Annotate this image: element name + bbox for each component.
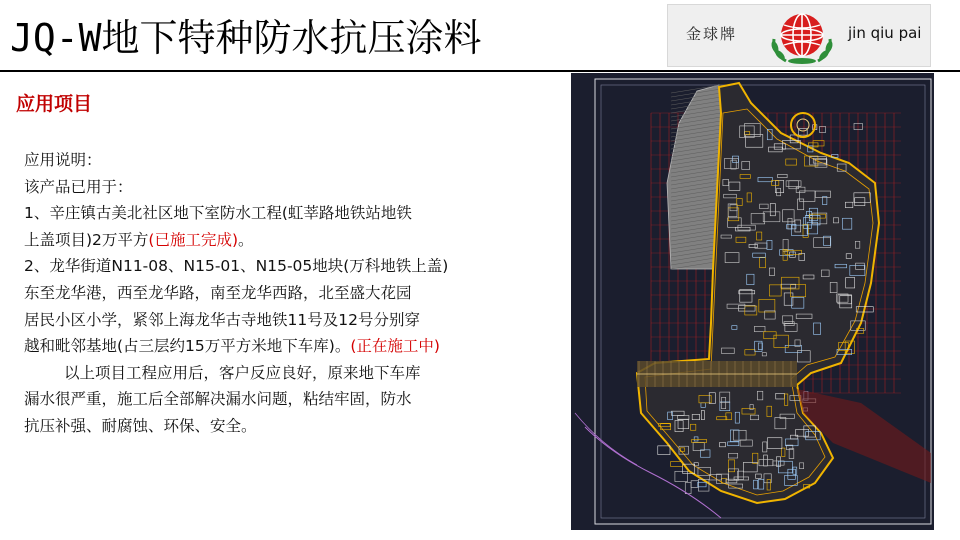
text-line: 1、辛庄镇古美北社区地下室防水工程(虹莘路地铁站地铁 bbox=[24, 204, 412, 223]
text-line: 2、龙华街道N11-08、N15-01、N15-05地块(万科地铁上盖) bbox=[24, 257, 449, 276]
text-line: 东至龙华港，西至龙华路，南至龙华西路，北至盛大花园 bbox=[24, 283, 412, 302]
text-segment: 越和毗邻基地(占三层约15万平方米地下车库)。 bbox=[24, 337, 351, 356]
page-title: JQ-W地下特种防水抗压涂料 bbox=[10, 16, 482, 60]
brand-name-cn: 金球牌 bbox=[686, 25, 738, 43]
status-completed: (已施工完成) bbox=[148, 230, 239, 249]
text-line: 居民小区小学，紧邻上海龙华古寺地铁11号及12号分别穿 bbox=[24, 310, 420, 329]
text-line bbox=[24, 333, 544, 360]
brand-banner bbox=[667, 4, 931, 67]
globe-logo-icon bbox=[764, 9, 840, 65]
text-line: 抗压补强、耐腐蚀、环保、安全。 bbox=[24, 416, 257, 435]
application-description bbox=[24, 147, 544, 440]
cad-drawing bbox=[571, 73, 934, 530]
cad-site-plan-image bbox=[571, 73, 934, 530]
text-line: 应用说明： bbox=[24, 151, 102, 169]
text-line: 以上项目工程应用后，客户反应良好，原来地下车库 bbox=[64, 363, 421, 382]
text-segment: 上盖项目)2万平方 bbox=[24, 230, 149, 249]
text-segment: 。 bbox=[238, 230, 254, 249]
title-divider bbox=[0, 70, 960, 72]
text-line bbox=[24, 227, 544, 254]
section-heading: 应用项目 bbox=[16, 93, 93, 115]
status-in-progress: (正在施工中) bbox=[350, 337, 440, 356]
text-line: 该产品已用于： bbox=[24, 177, 133, 196]
text-line: 漏水很严重，施工后全部解决漏水问题，粘结牢固，防水 bbox=[24, 390, 412, 409]
brand-name-en: jin qiu pai bbox=[848, 24, 922, 42]
